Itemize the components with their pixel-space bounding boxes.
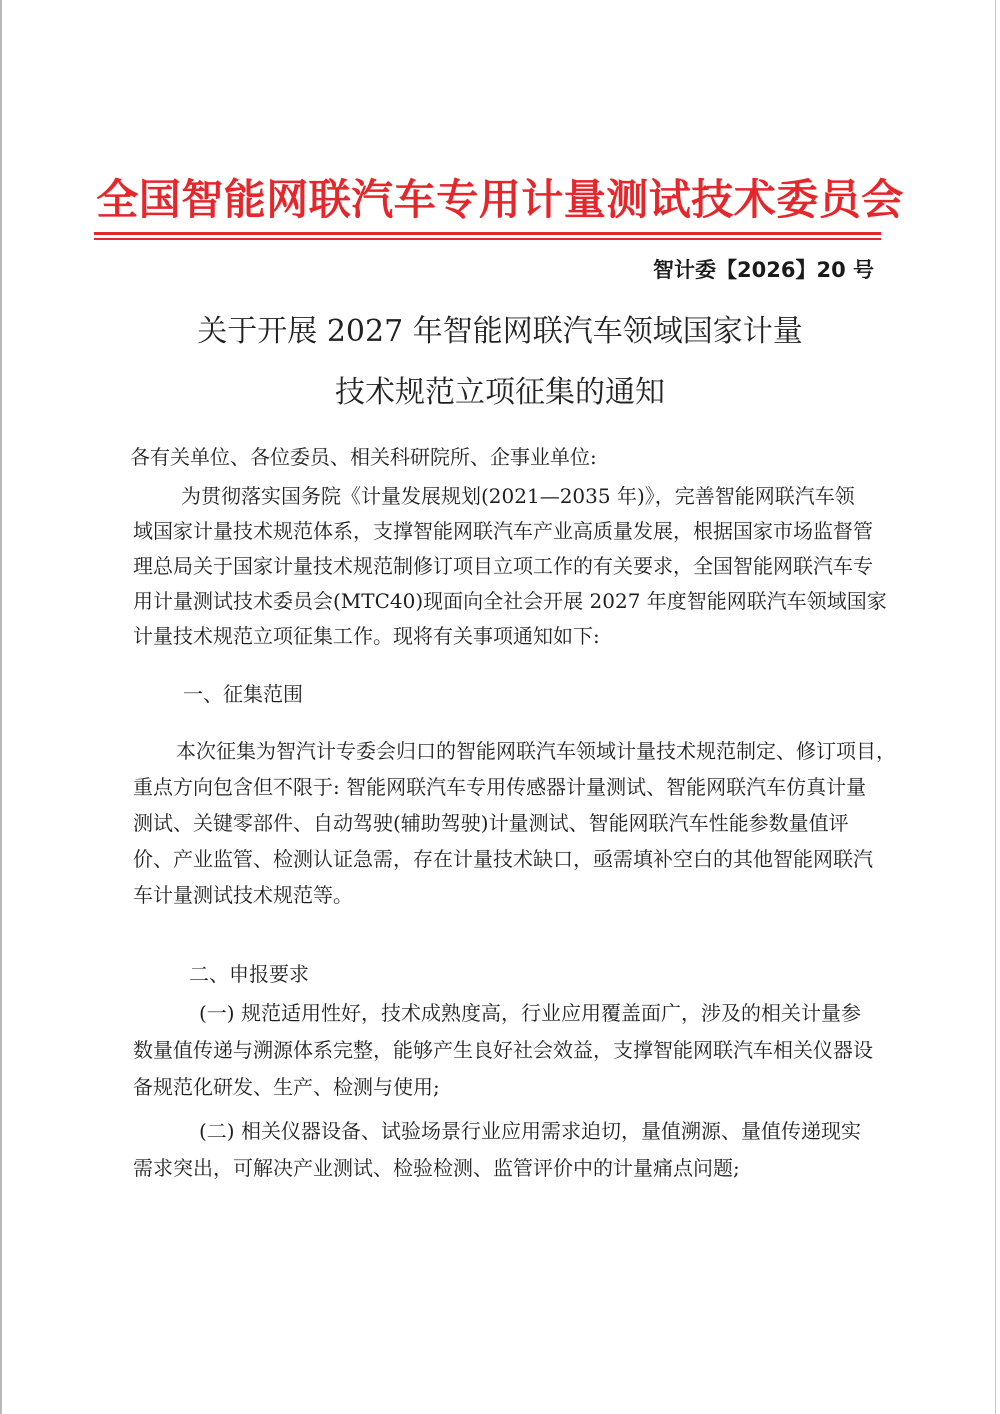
section1-line: 价、产业监管、检测认证急需，存在计量技术缺口，亟需填补空白的其他智能网联汽	[133, 847, 873, 871]
intro-line: 域国家计量技术规范体系，支撑智能网联汽车产业高质量发展，根据国家市场监督管	[133, 519, 873, 543]
section1-line: 重点方向包含但不限于: 智能网联汽车专用传感器计量测试、智能网联汽车仿真计量	[133, 775, 867, 799]
intro-line: 计量技术规范立项征集工作。现将有关事项通知如下:	[133, 624, 600, 648]
requirement-2	[133, 1115, 888, 1184]
salutation: 各有关单位、各位委员、相关科研院所、企事业单位:	[130, 445, 597, 469]
section2-heading: 二、申报要求	[189, 962, 309, 986]
section1-heading: 一、征集范围	[183, 682, 303, 706]
section1-paragraph	[133, 735, 896, 911]
intro-line: 用计量测试技术委员会(MTC40)现面向全社会开展 2027 年度智能网联汽车领域国家	[133, 589, 887, 613]
notice-title-line2: 技术规范立项征集的通知	[335, 375, 665, 410]
requirement-1-line: 备规范化研发、生产、检测与使用;	[133, 1075, 440, 1099]
section1-line: 测试、关键零部件、自动驾驶(辅助驾驶)计量测试、智能网联汽车性能参数量值评	[133, 811, 849, 835]
requirement-1	[133, 997, 888, 1103]
intro-line: 理总局关于国家计量技术规范制修订项目立项工作的有关要求，全国智能网联汽车专	[133, 554, 873, 578]
letterhead-rule-thin	[94, 238, 881, 240]
requirement-1-line: 数量值传递与溯源体系完整，能够产生良好社会效益，支撑智能网联汽车相关仪器设	[133, 1038, 873, 1062]
letterhead-rule-thick	[94, 232, 881, 235]
section1-line: 本次征集为智汽计专委会归口的智能网联汽车领域计量技术规范制定、修订项目，	[176, 739, 896, 763]
requirement-2-line: (二) 相关仪器设备、试验场景行业应用需求迫切，量值溯源、量值传递现实	[199, 1119, 861, 1143]
intro-line: 为贯彻落实国务院《计量发展规划(2021—2035 年)》，完善智能网联汽车领	[181, 484, 855, 508]
letterhead-organization: 全国智能网联汽车专用计量测试技术委员会	[96, 175, 904, 224]
section1-line: 车计量测试技术规范等。	[133, 883, 353, 907]
document-number: 智计委【2026】20 号	[653, 258, 874, 282]
intro-paragraph	[133, 480, 888, 652]
requirement-1-line: (一) 规范适用性好，技术成熟度高，行业应用覆盖面广，涉及的相关计量参	[199, 1001, 861, 1025]
requirement-2-line: 需求突出，可解决产业测试、检验检测、监管评价中的计量痛点问题;	[133, 1156, 740, 1180]
notice-title-line1: 关于开展 2027 年智能网联汽车领域国家计量	[197, 314, 803, 349]
